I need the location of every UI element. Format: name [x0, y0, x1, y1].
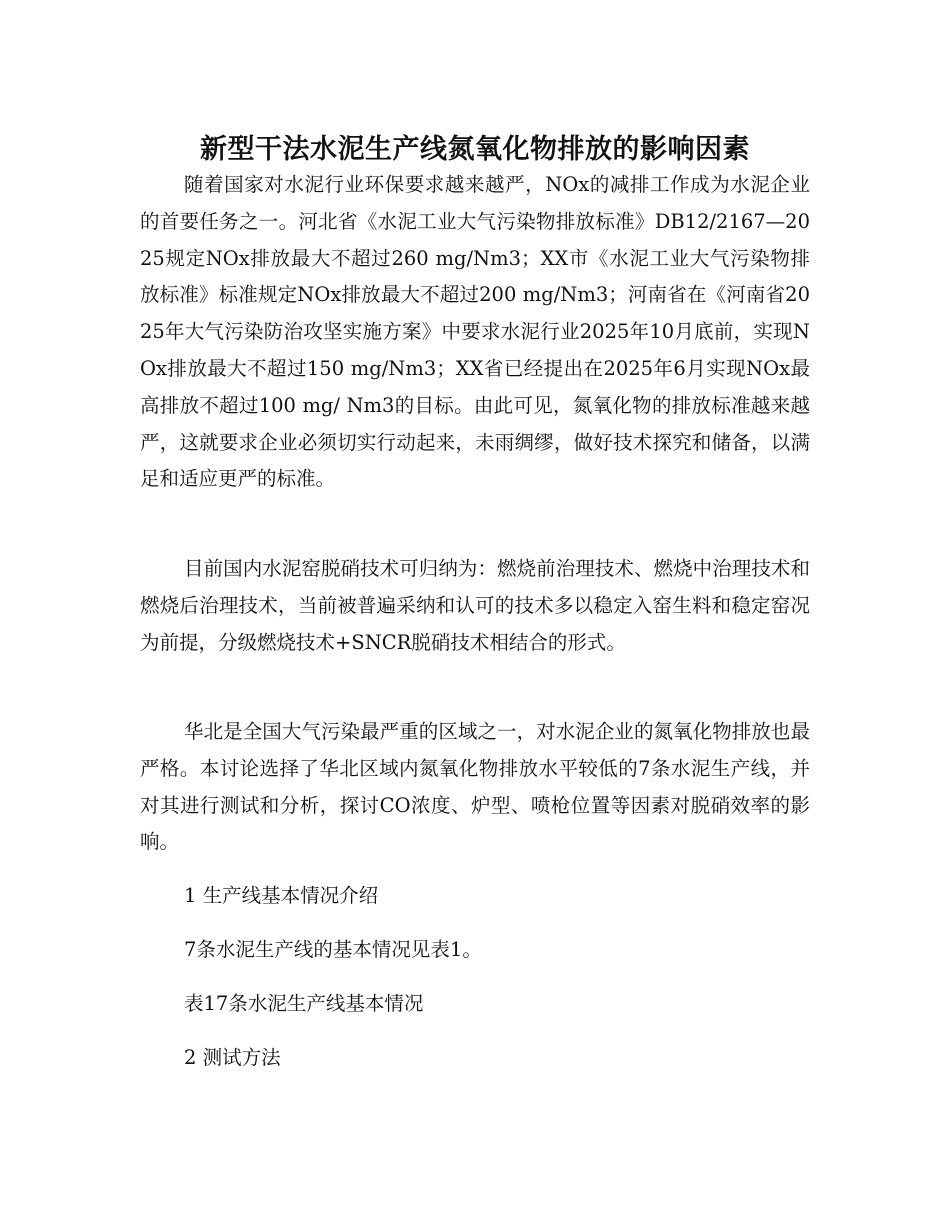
section-1-text: 7条水泥生产线的基本情况见表1。 — [184, 938, 482, 961]
paragraph-north-china: 华北是全国大气污染最严重的区域之一，对水泥企业的氮氧化物排放也最严格。本讨论选择了华北区域内氮氧化物排放水平较低的7条水泥生产线，并对其进行测试和分析，探讨CO浓度、炉型、喷枪位置等因素对脱硝效率的影响。 — [140, 720, 810, 854]
paragraph-denitration-tech: 目前国内水泥窑脱硝技术可归纳为：燃烧前治理技术、燃烧中治理技术和燃烧后治理技术，当前被普遍采纳和认可的技术多以稳定入窑生料和稳定窑况为前提，分级燃烧技术+SNCR脱硝技术相结合的形式。 — [140, 557, 810, 654]
document-title: 新型干法水泥生产线氮氧化物排放的影响因素 — [200, 134, 750, 166]
section-1-heading: 1 生产线基本情况介绍 — [184, 884, 379, 907]
section-2-heading: 2 测试方法 — [184, 1046, 281, 1069]
table-1-caption: 表17条水泥生产线基本情况 — [184, 992, 424, 1015]
paragraph-intro: 随着国家对水泥行业环保要求越来越严，NOx的减排工作成为水泥企业的首要任务之一。河北省《水泥工业大气污染物排放标准》DB12/2167—2025规定NOx排放最大不超过260 mg/Nm3；XX市《水泥工业大气污染物排放标准》标准规定NOx排放最大不超过200 mg/Nm3；河南省在《河南省2025年大气污染防治攻坚实施方案》中要求水泥行业2025年10月底前，实现NOx排放最大不超过150 mg/Nm3；XX省已经提出在2025年6月实现NOx最高排放不超过100 mg/ Nm3的目标。由此可见，氮氧化物的排放标准越来越严，这就要求企业必须切实行动起来，未雨绸缪，做好技术探究和储备，以满足和适应更严的标准。 — [140, 173, 810, 491]
